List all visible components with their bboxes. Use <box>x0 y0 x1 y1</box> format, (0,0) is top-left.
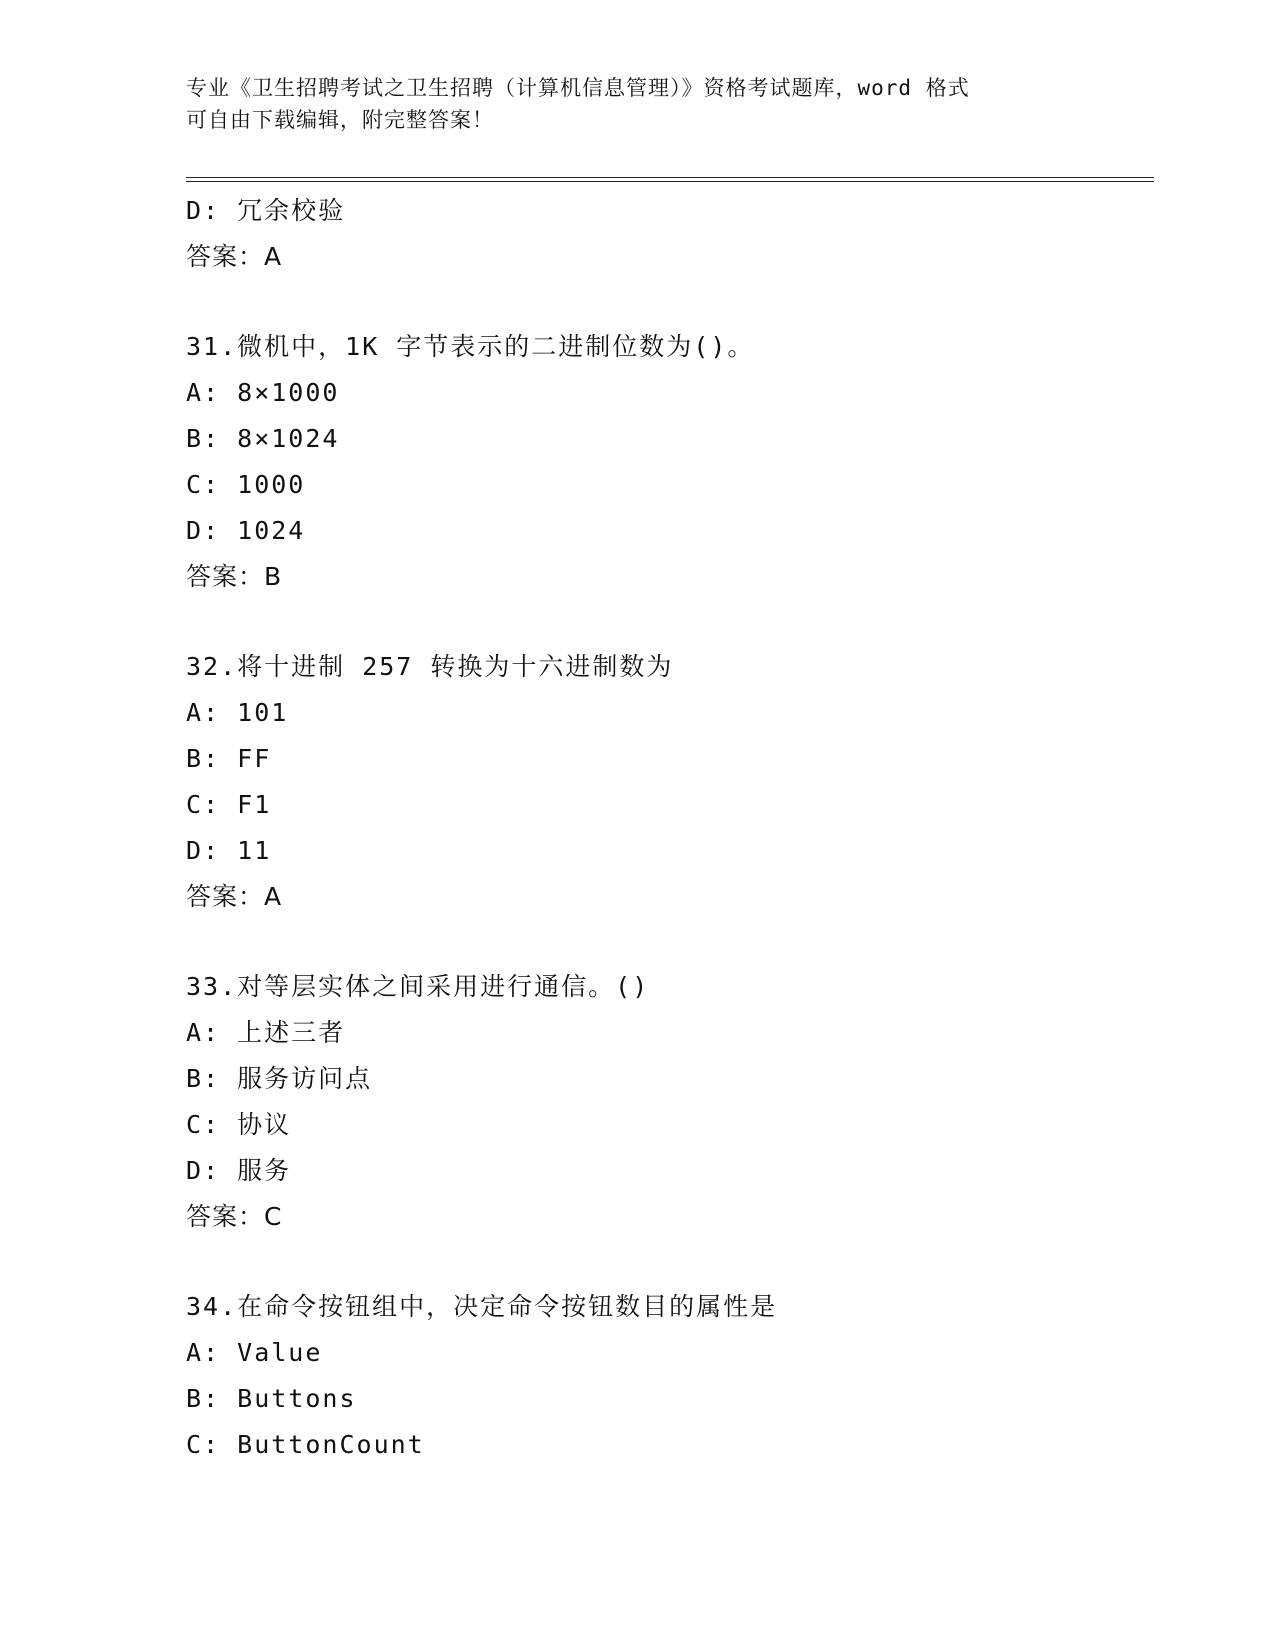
header-line-2: 可自由下载编辑，附完整答案！ <box>186 108 494 132</box>
question-text: 33.对等层实体之间采用进行通信。() <box>186 972 650 1001</box>
answer-line: 答案：A <box>186 882 283 911</box>
option-b: B: 8×1024 <box>186 424 340 453</box>
option-b: B: 服务访问点 <box>186 1064 373 1093</box>
header-line-1: 专业《卫生招聘考试之卫生招聘（计算机信息管理）》资格考试题库，word 格式 <box>186 76 970 100</box>
answer-line: 答案：A <box>186 242 283 271</box>
option-c: C: 协议 <box>186 1110 292 1139</box>
document-header <box>186 72 1086 136</box>
option-d: D: 冗余校验 <box>186 196 346 225</box>
question-text: 31.微机中，1K 字节表示的二进制位数为()。 <box>186 332 755 361</box>
option-c: C: 1000 <box>186 470 306 499</box>
option-d: D: 11 <box>186 836 272 865</box>
option-b: B: Buttons <box>186 1384 357 1413</box>
option-d: D: 服务 <box>186 1156 292 1185</box>
question-text: 34.在命令按钮组中，决定命令按钮数目的属性是 <box>186 1292 778 1321</box>
question-list <box>186 188 1154 1468</box>
option-a: A: 101 <box>186 698 289 727</box>
option-a: A: 上述三者 <box>186 1018 346 1047</box>
spacer <box>186 1240 1154 1284</box>
option-c: C: F1 <box>186 790 272 819</box>
question-text: 32.将十进制 257 转换为十六进制数为 <box>186 652 674 681</box>
option-c: C: ButtonCount <box>186 1430 425 1459</box>
header-divider <box>186 177 1154 182</box>
answer-line: 答案：B <box>186 562 283 591</box>
spacer <box>186 600 1154 644</box>
answer-line: 答案：C <box>186 1202 283 1231</box>
option-b: B: FF <box>186 744 272 773</box>
spacer <box>186 920 1154 964</box>
option-a: A: Value <box>186 1338 323 1367</box>
option-a: A: 8×1000 <box>186 378 340 407</box>
spacer <box>186 280 1154 324</box>
option-d: D: 1024 <box>186 516 306 545</box>
